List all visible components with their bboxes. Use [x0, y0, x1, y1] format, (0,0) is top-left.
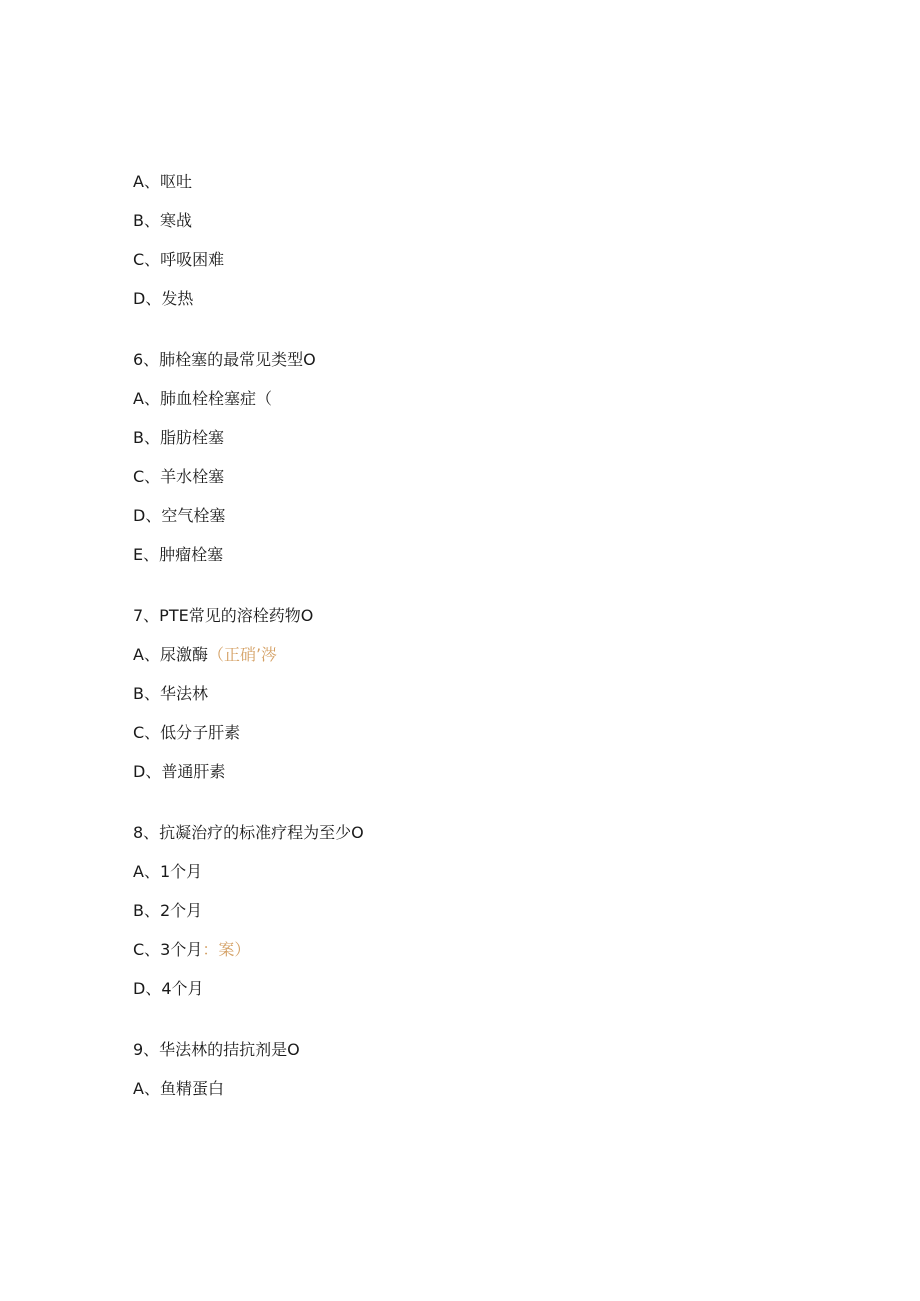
- answer-note: ：案）: [202, 940, 251, 959]
- option-a-vomit: [133, 172, 192, 192]
- q6-option-b: [133, 428, 224, 448]
- line-text: D、普通肝素: [133, 762, 226, 781]
- line-text: C、羊水栓塞: [133, 467, 225, 486]
- line-text: B、华法林: [133, 684, 208, 703]
- q8-option-c: [133, 940, 250, 960]
- answer-note: （正硝’涔: [207, 645, 278, 664]
- line-text: A、1个月: [133, 862, 203, 881]
- line-text: B、寒战: [133, 211, 192, 230]
- line-text: A、肺血栓栓塞症（: [133, 389, 272, 408]
- option-b-chills: [133, 211, 192, 231]
- question-6: [133, 350, 316, 370]
- q7-option-c: [133, 723, 240, 743]
- q8-option-d: [133, 979, 204, 999]
- question-text: 9、华法林的拮抗剂是O: [133, 1040, 300, 1059]
- question-text: 7、PTE常见的溶栓药物O: [133, 606, 314, 625]
- line-text: D、空气栓塞: [133, 506, 226, 525]
- q9-option-a: [133, 1079, 224, 1099]
- question-9: [133, 1040, 300, 1060]
- q8-option-b: [133, 901, 202, 921]
- q6-option-a: [133, 389, 272, 409]
- option-c-dyspnea: [133, 250, 224, 270]
- line-text: B、2个月: [133, 901, 203, 920]
- question-7: [133, 606, 313, 626]
- q8-option-a: [133, 862, 202, 882]
- question-8: [133, 823, 364, 843]
- line-text: C、3个月: [133, 940, 203, 959]
- q7-option-a: [133, 645, 277, 665]
- line-text: B、脂肪栓塞: [133, 428, 224, 447]
- question-text: 6、肺栓塞的最常见类型O: [133, 350, 316, 369]
- line-text: A、尿激酶: [133, 645, 208, 664]
- line-text: A、鱼精蛋白: [133, 1079, 224, 1098]
- q6-option-e: [133, 545, 223, 565]
- line-text: C、呼吸困难: [133, 250, 225, 269]
- line-text: A、呕吐: [133, 172, 192, 191]
- question-text: 8、抗凝治疗的标准疗程为至少O: [133, 823, 364, 842]
- q6-option-d: [133, 506, 225, 526]
- line-text: D、4个月: [133, 979, 204, 998]
- q7-option-d: [133, 762, 225, 782]
- line-text: C、低分子肝素: [133, 723, 241, 742]
- q6-option-c: [133, 467, 224, 487]
- line-text: E、肿瘤栓塞: [133, 545, 224, 564]
- q7-option-b: [133, 684, 208, 704]
- line-text: D、发热: [133, 289, 194, 308]
- option-d-fever: [133, 289, 193, 309]
